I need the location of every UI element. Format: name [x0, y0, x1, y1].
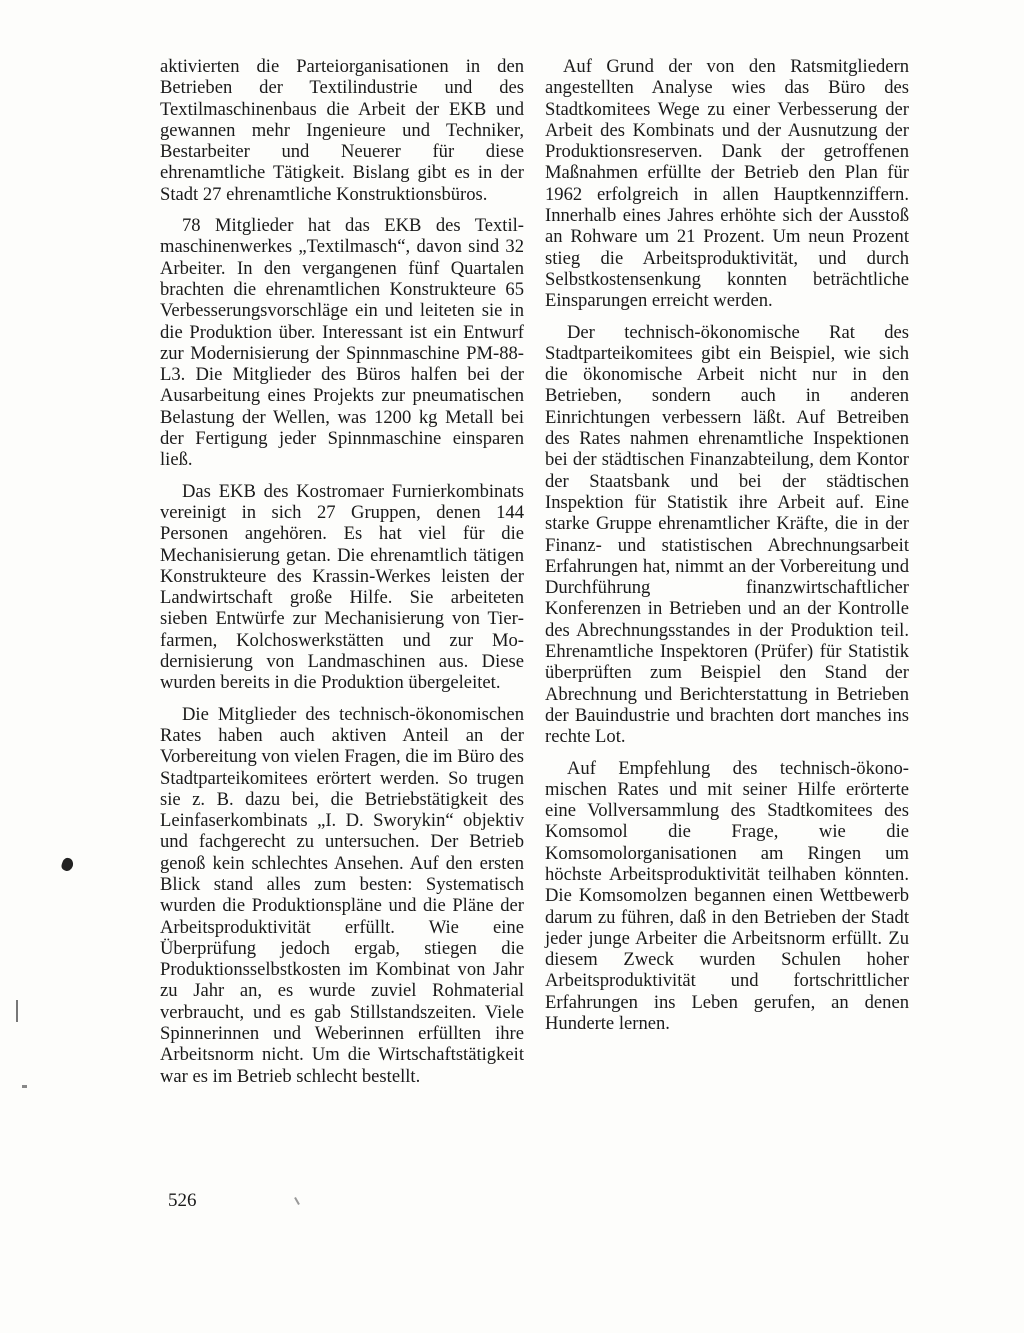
paragraph: Auf Grund der von den Ratsmitgliedern angestellten Analyse wies das Büro des Stadtkomitees Wege zu einer Verbesserung der Arbeit des Kombinats und der Ausnutzung der Produktionsreserven. Dank der getroffenen Maßnahmen erfüllte der Betrieb den Plan für 1962 erfolgreich in allen Hauptkennziffern. Innerhalb eines Jahres erhöhte sich der Ausstoß an Rohware um 21 Prozent. Um neun Prozent stieg die Arbeitsproduktivität, und durch Selbstkostensenkung konnten beträchtliche Einsparungen erreicht werden. — [545, 56, 909, 312]
left-text-column — [160, 56, 524, 1097]
paragraph: Das EKB des Kostromaer Furnierkombinats vereinigt in sich 27 Gruppen, denen 144 Personen angehören. Es hat viel für die Mechanisierung getan. Die ehrenamtlich tätigen Konstrukteure des Krassin-Werkes leisten der Landwirtschaft große Hilfe. Sie arbeiteten sieben Entwürfe zur Mechanisierung von Tierfarmen, Kolchoswerkstätten und zur Modernisierung von Landmaschinen aus. Diese wurden bereits in die Produktion übergeleitet. — [160, 480, 524, 694]
scan-mark — [294, 1197, 300, 1205]
ink-speck — [60, 857, 75, 873]
paragraph: Die Mitglieder des technisch-ökonomischen Rates haben auch aktiven Anteil an der Vorbereitung von vielen Fragen, die im Büro des Stadtparteikomitees erörtert werden. So trugen sie z. B. dazu bei, die Betriebstätigkeit des Leinfaserkombinats „I. D. Sworykin“ objektiv und fachgerecht zu untersuchen. Der Betrieb genoß kein schlechtes Ansehen. Auf den ersten Blick stand alles zum besten: Systematisch wurden die Produktionspläne und die Pläne der Arbeitsproduktivität erfüllt. Wie eine Überprüfung jedoch ergab, stiegen die Produktionsselbstkosten im Kombinat von Jahr zu Jahr an, es wurde zuviel Rohmaterial verbraucht, und es gab Stillstandszeiten. Viele Spinnerinnen und Weberinnen erfüllten ihre Arbeitsnorm nicht. Um die Wirtschaftstätigkeit war es im Betrieb schlecht bestellt. — [160, 703, 524, 1087]
right-text-column — [545, 56, 909, 1044]
paragraph: 78 Mitglieder hat das EKB des Textilmaschinenwerkes „Textilmasch“, davon sind 32 Arbeiter. In den vergangenen fünf Quartalen brachten die ehrenamtlichen Konstrukteure 65 Verbesserungsvorschläge ein und leiteten sie in die Produktion über. Interessant ist ein Entwurf zur Modernisierung der Spinnmaschine PM-88-L3. Die Mitglieder des Büros halfen bei der Ausarbeitung eines Projekts zur pneumatischen Belastung der Wellen, was 1200 kg Metall bei der Fertigung jeder Spinnmaschine einsparen ließ. — [160, 215, 524, 471]
scan-mark — [16, 1000, 18, 1022]
scan-mark — [22, 1085, 27, 1088]
paragraph: aktivierten die Parteiorganisationen in den Betrieben der Textilindustrie und des Textilmaschinenbaus die Arbeit der EKB und gewannen mehr Ingenieure und Techniker, Bestarbeiter und Neuerer für diese ehrenamtliche Tätigkeit. Bislang gibt es in der Stadt 27 ehrenamtliche Konstruktionsbüros. — [160, 56, 524, 205]
paragraph: Der technisch-ökonomische Rat des Stadtparteikomitees gibt ein Beispiel, wie sich die ökonomische Arbeit nicht nur in den Betrieben, sondern auch in anderen Einrichtungen verbessern läßt. Auf Betreiben des Rates nahmen ehrenamtliche Inspektionen bei der städtischen Finanzabteilung, dem Kontor der Staatsbank und bei der städtischen Inspektion für Statistik ihre Arbeit auf. Eine starke Gruppe ehrenamtlicher Kräfte, die in der Finanz- und statistischen Abrechnungsarbeit Erfahrungen hat, nimmt an der Vorbereitung und Durchführung finanzwirtschaftlicher Konferenzen in Betrieben und an der Kontrolle des Abrechnungsstandes in der Produktion teil. Ehrenamtliche Inspektoren (Prüfer) für Statistik überprüften zum Beispiel den Stand der Abrechnung und Berichterstattung in Betrieben der Bauindustrie und brachten dort manches ins rechte Lot. — [545, 321, 909, 748]
paragraph: Auf Empfehlung des technisch-ökonomischen Rates und mit seiner Hilfe erörterte eine Vollversammlung des Stadtkomitees des Komsomol die Frage, wie die Komsomolorganisationen am Ringen um höchste Arbeitsproduktivität teilhaben könnten. Die Komsomolzen begannen einen Wettbewerb darum zu führen, daß in den Betrieben der Stadt jeder junge Arbeiter die Arbeitsnorm erfüllt. Zu diesem Zweck wurden Schulen hoher Arbeitsproduktivität und fortschrittlicher Erfahrungen ins Leben gerufen, an denen Hunderte lernen. — [545, 757, 909, 1035]
page-number: 526 — [168, 1190, 197, 1211]
